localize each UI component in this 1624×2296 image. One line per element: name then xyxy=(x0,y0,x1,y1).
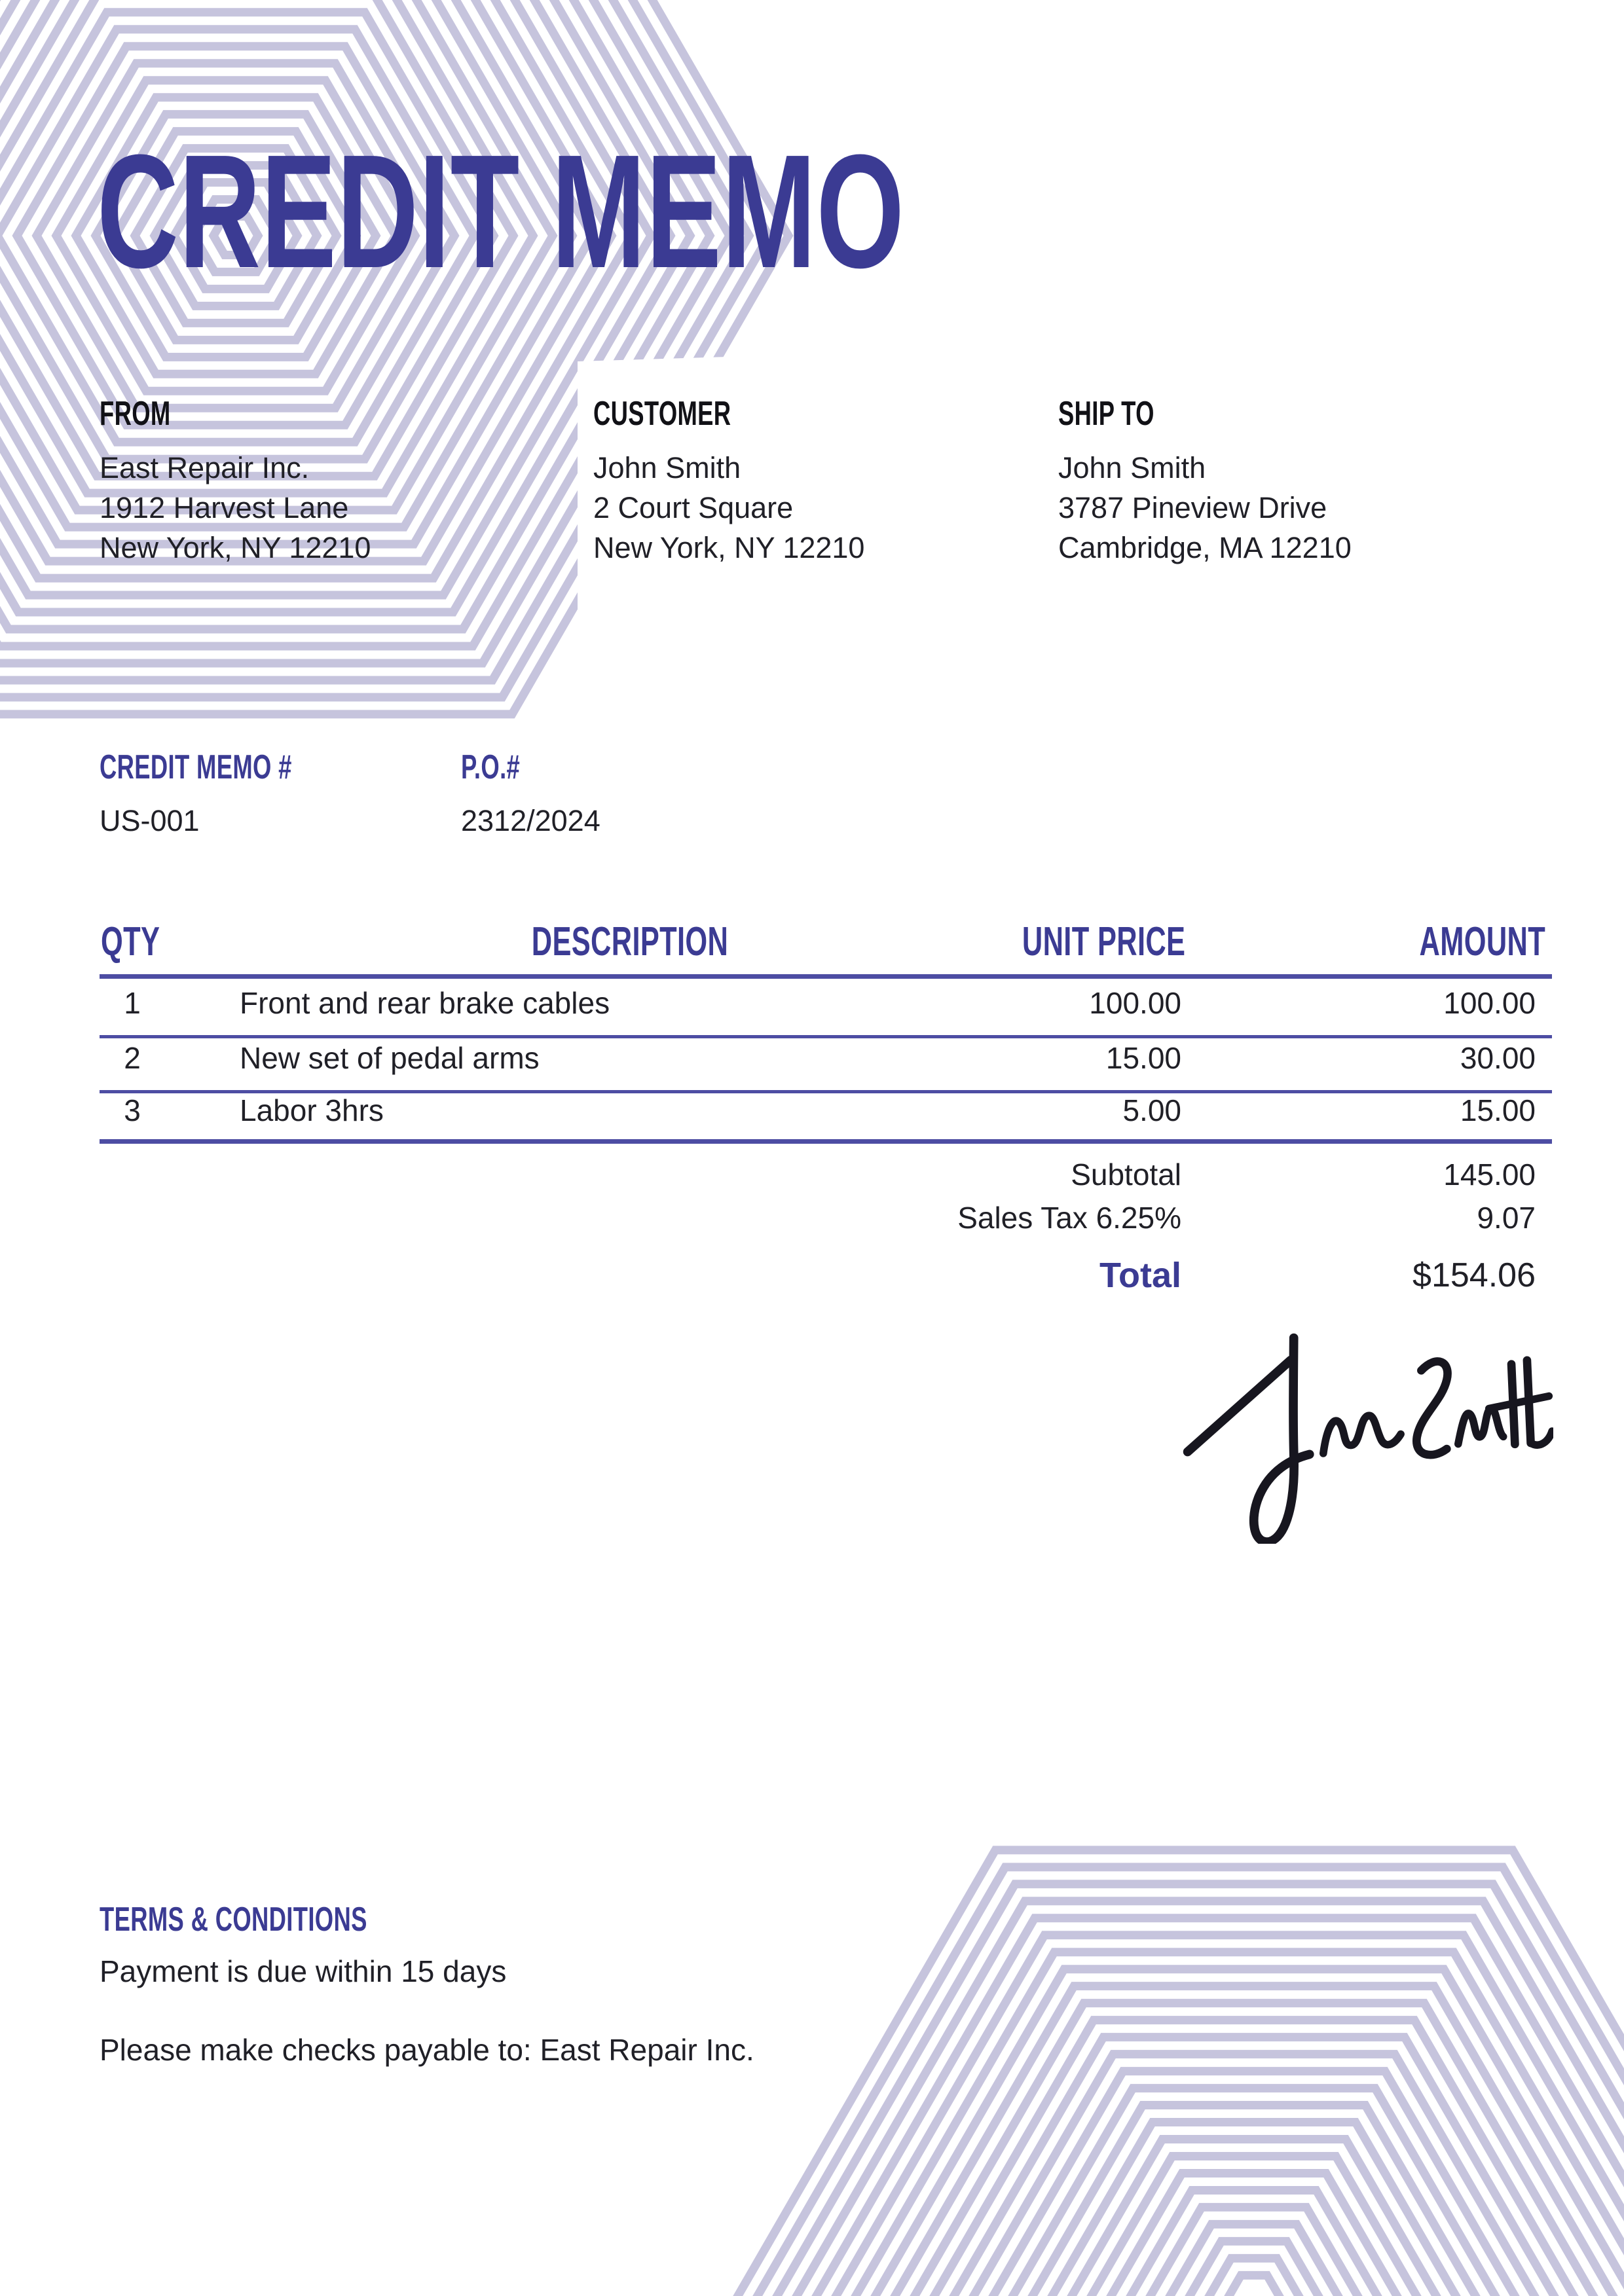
customer-label: CUSTOMER xyxy=(593,395,731,433)
credit-memo-number-value: US-001 xyxy=(100,804,200,837)
sales-tax-label: Sales Tax 6.25% xyxy=(957,1201,1181,1235)
total-value: $154.06 xyxy=(1412,1256,1536,1294)
row-description: Front and rear brake cables xyxy=(240,986,610,1020)
customer-city: New York, NY 12210 xyxy=(593,531,865,564)
from-city: New York, NY 12210 xyxy=(100,531,371,564)
ship-to-city: Cambridge, MA 12210 xyxy=(1058,531,1352,564)
ship-to-name: John Smith xyxy=(1058,451,1206,484)
row-unit-price: 5.00 xyxy=(1122,1093,1181,1127)
table-row xyxy=(100,1091,1552,1130)
column-header-qty: QTY xyxy=(101,919,160,964)
row-description: Labor 3hrs xyxy=(240,1093,384,1127)
subtotal-label: Subtotal xyxy=(1071,1157,1181,1192)
po-number-block xyxy=(461,750,600,838)
row-unit-price: 100.00 xyxy=(1089,986,1181,1020)
from-label: FROM xyxy=(100,395,171,433)
credit-memo-number-block xyxy=(100,750,375,838)
table-rule-header xyxy=(100,974,1552,979)
subtotal-row xyxy=(100,1155,1552,1194)
terms-line-payment: Payment is due within 15 days xyxy=(100,1954,507,1988)
table-header-row xyxy=(100,919,1552,964)
terms-block-label xyxy=(100,1903,482,1937)
po-number-label: P.O.# xyxy=(461,748,521,786)
total-label: Total xyxy=(1099,1256,1181,1295)
column-header-amount: AMOUNT xyxy=(1419,919,1545,964)
ship-to-street: 3787 Pineview Drive xyxy=(1058,491,1327,524)
row-qty: 2 xyxy=(124,1041,141,1075)
subtotal-value: 145.00 xyxy=(1443,1157,1536,1192)
terms-line-checks: Please make checks payable to: East Repair Inc. xyxy=(100,2033,754,2067)
column-header-description: DESCRIPTION xyxy=(531,919,729,964)
hexagon-pattern-bottom-right xyxy=(730,1838,1624,2296)
row-qty: 3 xyxy=(124,1093,141,1127)
page-title: CREDIT MEMO xyxy=(97,121,905,302)
customer-block xyxy=(593,397,864,568)
sales-tax-value: 9.07 xyxy=(1477,1201,1536,1235)
from-street: 1912 Harvest Lane xyxy=(100,491,349,524)
total-row xyxy=(100,1256,1552,1295)
from-company: East Repair Inc. xyxy=(100,451,310,484)
credit-memo-number-label: CREDIT MEMO # xyxy=(100,748,292,786)
row-amount: 15.00 xyxy=(1460,1093,1536,1127)
row-qty: 1 xyxy=(124,986,141,1020)
row-amount: 100.00 xyxy=(1443,986,1536,1020)
table-row xyxy=(100,983,1552,1023)
po-number-value: 2312/2024 xyxy=(461,804,600,837)
from-block xyxy=(100,397,371,568)
terms-label-text: TERMS & CONDITIONS xyxy=(100,1901,367,1939)
row-unit-price: 15.00 xyxy=(1105,1041,1181,1075)
column-header-unit-price: UNIT PRICE xyxy=(1022,919,1185,964)
signature-john-smith xyxy=(1167,1308,1553,1544)
table-rule-bottom xyxy=(100,1139,1552,1144)
customer-street: 2 Court Square xyxy=(593,491,794,524)
sales-tax-row xyxy=(100,1198,1552,1237)
row-description: New set of pedal arms xyxy=(240,1041,540,1075)
hexagon-pattern-top-left xyxy=(0,0,825,753)
table-row xyxy=(100,1038,1552,1078)
ship-to-label: SHIP TO xyxy=(1058,395,1154,433)
ship-to-block xyxy=(1058,397,1352,568)
customer-name: John Smith xyxy=(593,451,741,484)
row-amount: 30.00 xyxy=(1460,1041,1536,1075)
